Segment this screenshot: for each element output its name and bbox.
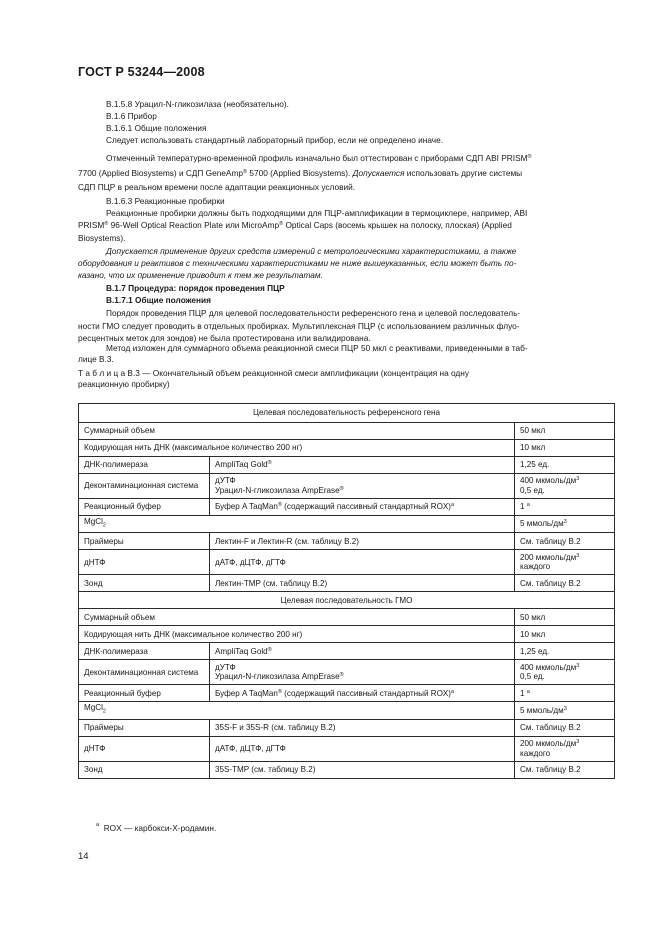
row-value: 1 $^а$ xyxy=(515,685,615,702)
row-reagent: 35S-TMP (см. таблицу В.2) xyxy=(210,761,515,778)
row-name: Кодирующая нить ДНК (максимальное количество 200 нг) xyxy=(79,626,515,643)
table-row xyxy=(79,457,615,474)
paragraph-line: Отмеченный температурно-временной профиль изначально был оттестирован с приборами СДП ABI PRISM® xyxy=(106,153,532,163)
row-name: Деконтаминационная система xyxy=(79,660,210,685)
table-row xyxy=(79,761,615,778)
section-header-row xyxy=(79,592,615,609)
table-row xyxy=(79,474,615,499)
row-name: Зонд xyxy=(79,761,210,778)
paragraph-line: лице В.3. xyxy=(78,354,114,364)
paragraph-line: ресцентных меток для зондов) не была протестирована или валидирована. xyxy=(78,333,371,343)
row-value: См. таблицу В.2 xyxy=(515,719,615,736)
row-value: См. таблицу В.2 xyxy=(515,533,615,550)
clause-b-1-6-1: В.1.6.1 Общие положения xyxy=(106,123,207,133)
paragraph-line: Biosystems). xyxy=(78,233,126,243)
paragraph-line: PRISM® 96-Well Optical Reaction Plate или MicroAmp® Optical Caps (восемь крышек на полоску, плоская) (Applied xyxy=(78,220,512,230)
paragraph-line: оборудования и реактивов с техническими характеристиками не ниже вышеуказанных, если может быть по- xyxy=(78,258,517,268)
row-reagent: 35S-F и 35S-R (см. таблицу В.2) xyxy=(210,719,515,736)
table-row xyxy=(79,736,615,761)
row-value: См. таблицу В.2 xyxy=(515,575,615,592)
row-value: 5 ммоль/$дм^3$ xyxy=(515,702,615,719)
row-value: 1,25 ед. xyxy=(515,457,615,474)
row-reagent: дУТФ Урацил-N-гликозилаза AmpErase® xyxy=(210,660,515,685)
paragraph-line: Порядок проведения ПЦР для целевой последовательности референсного гена и целевой последователь- xyxy=(106,308,521,318)
clause-b-1-6: В.1.6 Прибор xyxy=(106,111,157,121)
paragraph-line: СДП ПЦР в реальном времени после адаптации реакционных условий. xyxy=(78,182,356,192)
row-value: См. таблицу В.2 xyxy=(515,761,615,778)
document-header: ГОСТ Р 53244—2008 xyxy=(78,65,205,79)
row-name: Праймеры xyxy=(79,719,210,736)
row-name: Деконтаминационная система xyxy=(79,474,210,499)
clause-b-1-5-8: В.1.5.8 Урацил-N-гликозилаза (необязательно). xyxy=(106,99,289,109)
paragraph-line: Следует использовать стандартный лабораторный прибор, если не определено иначе. xyxy=(106,135,444,145)
row-name: дНТФ xyxy=(79,550,210,575)
row-name: Зонд xyxy=(79,575,210,592)
section-header-row xyxy=(79,404,615,423)
section-title: Целевая последовательность референсного гена xyxy=(79,404,615,423)
row-reagent: Буфер A TaqMan® (содержащий пассивный стандартный ROX)$^а$ xyxy=(210,499,515,516)
row-reagent: AmpliTaq Gold® xyxy=(210,643,515,660)
table-row xyxy=(79,499,615,516)
row-reagent: Лектин-TMP (см. таблицу В.2) xyxy=(210,575,515,592)
row-reagent: дАТФ, дЦТФ, дГТФ xyxy=(210,550,515,575)
page-number: 14 xyxy=(78,851,89,862)
row-name: дНТФ xyxy=(79,736,210,761)
table-row xyxy=(79,719,615,736)
row-name: Реакционный буфер xyxy=(79,685,210,702)
clause-b-1-7: В.1.7 Процедура: порядок проведения ПЦР xyxy=(106,283,285,293)
row-name: Суммарный объем xyxy=(79,609,515,626)
paragraph-line: Реакционные пробирки должны быть подходящими для ПЦР-амплификации в термоциклере, например, ABI xyxy=(106,208,528,218)
row-value: 10 мкл xyxy=(515,440,615,457)
table-row xyxy=(79,440,615,457)
row-value: 400 мкмоль/$дм^3$ 0,5 ед. xyxy=(515,660,615,685)
row-value: 10 мкл xyxy=(515,626,615,643)
row-reagent: дУТФ Урацил-N-гликозилаза AmpErase® xyxy=(210,474,515,499)
table-row xyxy=(79,516,615,533)
row-name: ДНК-полимераза xyxy=(79,457,210,474)
paragraph-line: Допускается применение других средств измерений с метрологическими характеристиками, а также xyxy=(106,246,517,256)
table-row xyxy=(79,643,615,660)
row-reagent: Лектин-F и Лектин-R (см. таблицу В.2) xyxy=(210,533,515,550)
reaction-mix-table xyxy=(78,403,615,779)
row-name: Реакционный буфер xyxy=(79,499,210,516)
paragraph-line: Метод изложен для суммарного объема реакционной смеси ПЦР 50 мкл с реактивами, приведенными в таб- xyxy=(106,343,528,353)
row-value: 50 мкл xyxy=(515,609,615,626)
row-name: ДНК-полимераза xyxy=(79,643,210,660)
row-name: MgCl$_2$ xyxy=(79,516,515,533)
table-row xyxy=(79,702,615,719)
paragraph-line: ности ГМО следует проводить в отдельных пробирках. Мультиплексная ПЦР (с использованием различных флуо- xyxy=(78,321,520,331)
row-value: 200 мкмоль/$дм^3$ каждого xyxy=(515,736,615,761)
row-name: Праймеры xyxy=(79,533,210,550)
row-value: 5 ммоль/$дм^3$ xyxy=(515,516,615,533)
row-value: 50 мкл xyxy=(515,423,615,440)
paragraph-line: 7700 (Applied Biosystems) и СДП GeneAmp® 5700 (Applied Biosystems). Допускается использовать другие системы xyxy=(78,168,523,178)
row-name: MgCl$_2$ xyxy=(79,702,515,719)
table-row xyxy=(79,685,615,702)
table-row xyxy=(79,609,615,626)
table-caption-label: Т а б л и ц а xyxy=(78,368,126,378)
row-value: 1,25 ед. xyxy=(515,643,615,660)
table-row xyxy=(79,533,615,550)
table-caption: Т а б л и ц а В.3 — Окончательный объем реакционной смеси амплификации (концентрация на одну реакционную пробирку) xyxy=(78,368,470,389)
table-row xyxy=(79,626,615,643)
clause-b-1-7-1: В.1.7.1 Общие положения xyxy=(106,295,211,305)
table-row xyxy=(79,660,615,685)
table-row xyxy=(79,550,615,575)
row-value: 200 мкмоль/$дм^3$ каждого xyxy=(515,550,615,575)
row-name: Суммарный объем xyxy=(79,423,515,440)
table-row xyxy=(79,423,615,440)
row-reagent: дАТФ, дЦТФ, дГТФ xyxy=(210,736,515,761)
row-value: 1 $^а$ xyxy=(515,499,615,516)
section-title: Целевая последовательность ГМО xyxy=(79,592,615,609)
paragraph-line: казано, что их применение приводит к тем же результатам. xyxy=(78,270,323,280)
row-value: 400 мкмоль/$дм^3$ 0,5 ед. xyxy=(515,474,615,499)
table-row xyxy=(79,575,615,592)
row-name: Кодирующая нить ДНК (максимальное количество 200 нг) xyxy=(79,440,515,457)
table-footnote: $^а$ ROX — карбокси-Х-родамин. xyxy=(96,822,217,833)
row-reagent: Буфер A TaqMan® (содержащий пассивный стандартный ROX)$^а$ xyxy=(210,685,515,702)
clause-b-1-6-3: В.1.6.3 Реакционные пробирки xyxy=(106,196,225,206)
row-reagent: AmpliTaq Gold® xyxy=(210,457,515,474)
